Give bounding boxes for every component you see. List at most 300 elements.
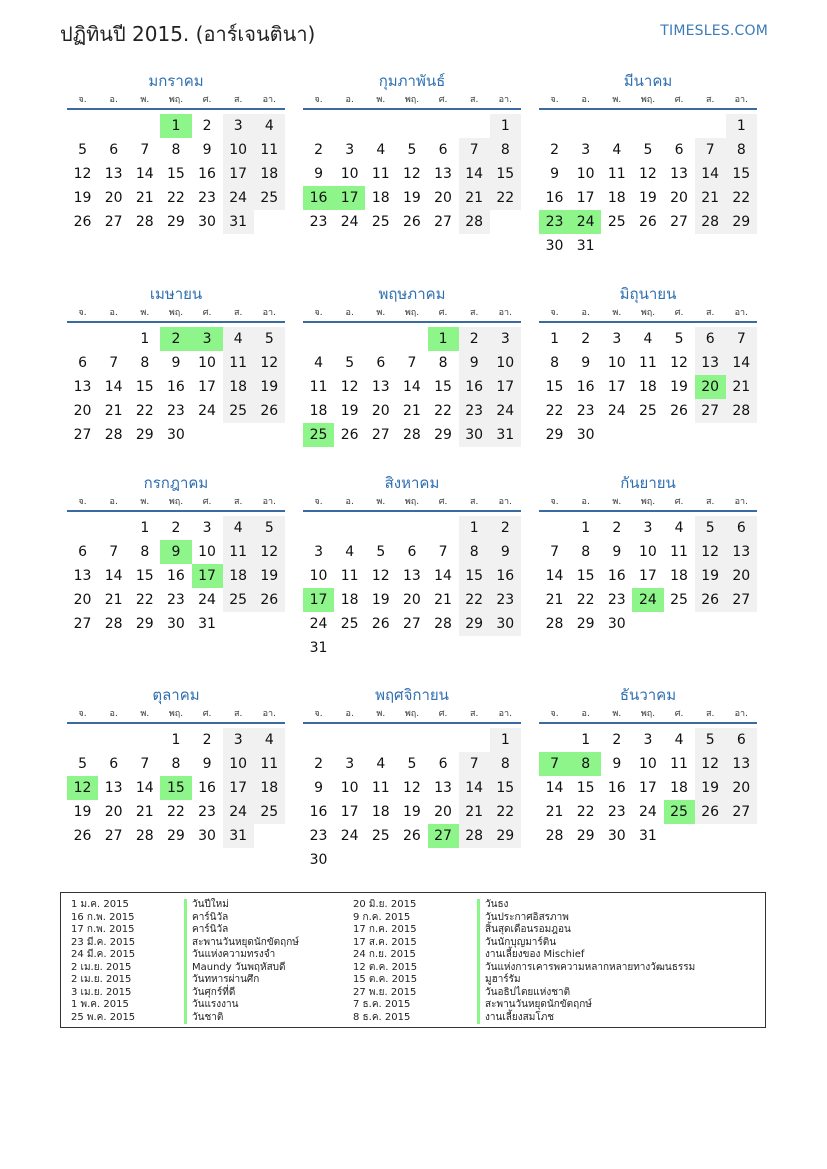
day-cell: 7: [438, 544, 448, 560]
day-cell: 19: [340, 403, 359, 419]
day-cell: 17: [223, 162, 254, 186]
holiday-day-cell: 8: [570, 752, 601, 776]
month-name: ตุลาคม: [152, 686, 200, 704]
day-cell: 5: [407, 142, 417, 158]
day-cell: 23: [490, 588, 521, 612]
day-cell: 25: [639, 403, 657, 419]
empty-cell: [129, 114, 160, 138]
weekday-label: ส.: [706, 497, 715, 507]
weekday-label: พฤ.: [640, 709, 656, 719]
month-name: มีนาคม: [623, 72, 673, 90]
weekday-label: พฤ.: [404, 308, 420, 318]
weekday-label: อา.: [262, 308, 276, 318]
holiday-day-cell: 17: [192, 564, 223, 588]
legend-holiday-name: สิ้นสุดเดือนรอมฎอน: [477, 924, 695, 937]
weekday-label: ศ.: [202, 709, 212, 719]
empty-cell: [98, 114, 129, 138]
day-cell: 11: [371, 166, 390, 182]
day-cell: 5: [254, 327, 285, 351]
weekday-label: พ.: [612, 95, 622, 105]
weekday-label: อ.: [109, 497, 118, 507]
weekday-label: ส.: [234, 497, 243, 507]
page-title: ปฏิทินปี 2015. (อาร์เจนตินา): [60, 22, 316, 46]
day-cell: 4: [674, 732, 684, 748]
legend-date: 1 พ.ค. 2015: [71, 999, 129, 1010]
day-cell: 14: [104, 568, 123, 584]
day-cell: 14: [434, 568, 452, 584]
weekday-label: พฤ.: [640, 95, 656, 105]
weekday-label: พฤ.: [168, 308, 184, 318]
legend-holiday-name: คาร์นิวัล: [184, 924, 299, 937]
weekday-label: พ.: [612, 308, 622, 318]
day-cell: 30: [309, 852, 328, 868]
day-cell: 1: [140, 331, 150, 347]
weekday-header: [67, 92, 285, 110]
empty-cell: [67, 516, 98, 540]
day-cell: 31: [639, 828, 657, 844]
day-cell: 6: [109, 142, 119, 158]
weekday-label: พ.: [612, 709, 622, 719]
holiday-day-cell: 17: [303, 588, 334, 612]
day-cell: 10: [490, 351, 521, 375]
month-name: กรกฎาคม: [143, 474, 209, 492]
day-cell: 23: [167, 403, 185, 419]
weekday-label: จ.: [314, 497, 323, 507]
weekday-label: พ.: [376, 308, 386, 318]
day-cell: 30: [490, 612, 521, 636]
day-cell: 28: [726, 399, 757, 423]
empty-cell: [334, 114, 365, 138]
day-cell: 2: [202, 118, 212, 134]
day-cell: 21: [695, 186, 726, 210]
empty-cell: [664, 114, 695, 138]
day-grid: [539, 516, 757, 636]
day-cell: 4: [254, 114, 285, 138]
weekday-header: [67, 305, 285, 323]
empty-cell: [67, 728, 98, 752]
weekday-label: ส.: [470, 497, 479, 507]
weekday-label: อา.: [498, 95, 512, 105]
day-cell: 4: [674, 520, 684, 536]
day-cell: 24: [198, 403, 216, 419]
month-name: สิงหาคม: [384, 474, 440, 492]
day-cell: 20: [670, 190, 688, 206]
day-cell: 3: [202, 520, 212, 536]
day-grid: [67, 728, 285, 848]
day-cell: 4: [223, 327, 254, 351]
day-cell: 5: [345, 355, 355, 371]
weekday-label: ส.: [706, 709, 715, 719]
day-cell: 18: [340, 592, 359, 608]
day-cell: 6: [695, 327, 726, 351]
day-grid: [539, 327, 757, 447]
weekday-label: จ.: [314, 709, 323, 719]
day-cell: 19: [695, 776, 726, 800]
holiday-day-cell: 15: [160, 776, 191, 800]
day-cell: 10: [198, 355, 216, 371]
day-cell: 8: [140, 355, 150, 371]
weekday-label: อ.: [581, 497, 590, 507]
day-cell: 25: [223, 588, 254, 612]
empty-cell: [98, 728, 129, 752]
day-cell: 31: [309, 640, 328, 656]
day-cell: 23: [309, 828, 328, 844]
day-cell: 5: [376, 544, 386, 560]
day-cell: 20: [726, 564, 757, 588]
day-cell: 10: [639, 544, 657, 560]
day-cell: 29: [167, 214, 185, 230]
legend-date: 17 ก.ค. 2015: [353, 924, 417, 935]
month-block: [67, 472, 285, 636]
day-cell: 16: [167, 568, 185, 584]
weekday-label: อา.: [498, 709, 512, 719]
weekday-label: อา.: [262, 497, 276, 507]
day-cell: 24: [340, 828, 359, 844]
weekday-label: ส.: [470, 308, 479, 318]
legend-date: 27 พ.ย. 2015: [353, 986, 417, 998]
day-cell: 22: [576, 804, 595, 820]
day-cell: 20: [403, 592, 421, 608]
day-cell: 24: [490, 399, 521, 423]
day-cell: 31: [490, 423, 521, 447]
day-cell: 8: [171, 142, 181, 158]
weekday-label: พฤ.: [404, 95, 420, 105]
legend-date: 24 ก.ย. 2015: [353, 949, 416, 960]
empty-cell: [428, 114, 459, 138]
legend-date: 23 มี.ค. 2015: [71, 936, 136, 948]
day-cell: 12: [403, 780, 421, 796]
empty-cell: [334, 516, 365, 540]
day-cell: 22: [459, 588, 490, 612]
weekday-label: ส.: [234, 709, 243, 719]
legend-date: 20 มิ.ย. 2015: [353, 899, 417, 910]
weekday-label: อา.: [734, 95, 748, 105]
day-cell: 26: [670, 403, 688, 419]
empty-cell: [396, 327, 427, 351]
weekday-header: [539, 494, 757, 512]
day-cell: 12: [73, 166, 92, 182]
month-block: [539, 472, 757, 636]
day-cell: 11: [223, 540, 254, 564]
weekday-header: [539, 92, 757, 110]
month-block: [539, 283, 757, 447]
day-grid: [539, 114, 757, 258]
day-cell: 18: [254, 776, 285, 800]
day-cell: 27: [726, 800, 757, 824]
day-cell: 11: [670, 544, 688, 560]
legend-date: 1 ม.ค. 2015: [71, 899, 129, 910]
day-cell: 4: [376, 142, 386, 158]
day-grid: [303, 516, 521, 660]
day-cell: 30: [607, 616, 626, 632]
day-cell: 19: [371, 592, 390, 608]
empty-cell: [695, 114, 726, 138]
day-cell: 20: [726, 776, 757, 800]
day-cell: 12: [254, 351, 285, 375]
day-cell: 15: [726, 162, 757, 186]
legend-left-dates: [71, 899, 135, 1024]
day-cell: 19: [670, 379, 688, 395]
day-cell: 20: [104, 804, 123, 820]
empty-cell: [570, 114, 601, 138]
day-cell: 28: [135, 828, 154, 844]
day-cell: 2: [314, 756, 324, 772]
empty-cell: [303, 516, 334, 540]
holiday-day-cell: 24: [632, 588, 663, 612]
day-cell: 26: [73, 214, 92, 230]
day-cell: 28: [545, 616, 564, 632]
day-cell: 15: [459, 564, 490, 588]
day-cell: 28: [104, 616, 123, 632]
day-cell: 15: [434, 379, 452, 395]
day-cell: 9: [459, 351, 490, 375]
day-cell: 21: [545, 804, 564, 820]
brand-link[interactable]: TIMESLES.COM: [660, 23, 768, 39]
month-block: [67, 70, 285, 234]
day-cell: 18: [223, 375, 254, 399]
legend-date: 8 ธ.ค. 2015: [353, 1011, 411, 1023]
day-cell: 9: [612, 544, 622, 560]
legend-holiday-name: วันธง: [477, 899, 695, 912]
month-block: [303, 283, 521, 447]
day-cell: 3: [314, 544, 324, 560]
day-cell: 18: [607, 190, 626, 206]
weekday-label: อา.: [734, 308, 748, 318]
empty-cell: [539, 516, 570, 540]
day-cell: 31: [223, 210, 254, 234]
day-cell: 24: [639, 804, 657, 820]
weekday-label: อ.: [345, 308, 354, 318]
day-cell: 20: [434, 804, 452, 820]
month-name: พฤษภาคม: [378, 285, 446, 303]
day-cell: 10: [576, 166, 595, 182]
day-grid: [303, 327, 521, 447]
day-cell: 12: [670, 355, 688, 371]
day-cell: 30: [607, 828, 626, 844]
day-cell: 21: [726, 375, 757, 399]
legend-right-names: [477, 899, 695, 1024]
day-cell: 9: [581, 355, 591, 371]
day-cell: 16: [545, 190, 564, 206]
weekday-label: อ.: [581, 709, 590, 719]
empty-cell: [365, 516, 396, 540]
month-name: พฤศจิกายน: [375, 686, 449, 704]
day-grid: [539, 728, 757, 848]
day-cell: 2: [202, 732, 212, 748]
weekday-label: อ.: [109, 308, 118, 318]
day-cell: 6: [726, 516, 757, 540]
day-cell: 9: [202, 756, 212, 772]
day-cell: 23: [198, 804, 216, 820]
day-cell: 25: [371, 214, 390, 230]
weekday-label: พฤ.: [404, 497, 420, 507]
day-cell: 14: [695, 162, 726, 186]
day-cell: 9: [612, 756, 622, 772]
day-cell: 24: [309, 616, 328, 632]
weekday-label: พฤ.: [404, 709, 420, 719]
weekday-label: อา.: [262, 95, 276, 105]
day-cell: 17: [607, 379, 626, 395]
day-cell: 29: [726, 210, 757, 234]
legend-holiday-name: Maundy วันพฤหัสบดี: [184, 962, 299, 975]
day-cell: 22: [576, 592, 595, 608]
day-cell: 14: [104, 379, 123, 395]
day-cell: 1: [490, 114, 521, 138]
day-cell: 19: [639, 190, 657, 206]
day-cell: 11: [639, 355, 657, 371]
day-cell: 14: [459, 162, 490, 186]
legend-holiday-name: สะพานวันหยุดนักขัตฤกษ์: [477, 999, 695, 1012]
day-cell: 24: [607, 403, 626, 419]
day-cell: 13: [726, 540, 757, 564]
day-cell: 30: [198, 828, 216, 844]
day-cell: 6: [674, 142, 684, 158]
day-cell: 1: [581, 732, 591, 748]
day-cell: 27: [104, 214, 123, 230]
day-cell: 7: [140, 756, 150, 772]
day-cell: 11: [309, 379, 328, 395]
month-block: [67, 684, 285, 848]
weekday-label: พฤ.: [168, 95, 184, 105]
day-cell: 3: [490, 327, 521, 351]
legend-holiday-name: งานเลี้ยงสมโภช: [477, 1012, 695, 1025]
day-cell: 12: [695, 540, 726, 564]
month-block: [303, 70, 521, 234]
day-cell: 4: [643, 331, 653, 347]
day-cell: 22: [434, 403, 452, 419]
day-cell: 9: [314, 780, 324, 796]
day-cell: 16: [309, 804, 328, 820]
day-cell: 21: [459, 800, 490, 824]
month-name: ธันวาคม: [619, 686, 677, 704]
day-cell: 29: [434, 427, 452, 443]
empty-cell: [303, 728, 334, 752]
weekday-label: ศ.: [202, 308, 212, 318]
day-cell: 1: [171, 732, 181, 748]
weekday-header: [67, 706, 285, 724]
empty-cell: [303, 114, 334, 138]
day-cell: 7: [109, 544, 119, 560]
day-cell: 13: [104, 166, 123, 182]
weekday-label: จ.: [550, 497, 559, 507]
weekday-header: [303, 305, 521, 323]
empty-cell: [365, 114, 396, 138]
day-cell: 8: [550, 355, 560, 371]
empty-cell: [396, 728, 427, 752]
day-cell: 5: [78, 142, 88, 158]
legend-holiday-name: วันศุกร์ที่ดี: [184, 987, 299, 1000]
day-cell: 6: [78, 355, 88, 371]
holiday-day-cell: 17: [334, 186, 365, 210]
day-cell: 27: [104, 828, 123, 844]
day-cell: 31: [576, 238, 595, 254]
day-cell: 31: [198, 616, 216, 632]
day-cell: 17: [639, 780, 657, 796]
day-cell: 23: [459, 399, 490, 423]
day-cell: 8: [726, 138, 757, 162]
month-block: [539, 70, 757, 258]
month-name: มิถุนายน: [619, 285, 677, 303]
legend-holiday-name: วันชาติ: [184, 1012, 299, 1025]
day-cell: 29: [135, 427, 154, 443]
month-block: [303, 684, 521, 872]
day-grid: [67, 114, 285, 234]
day-cell: 23: [576, 403, 595, 419]
day-cell: 25: [607, 214, 626, 230]
holiday-day-cell: 12: [67, 776, 98, 800]
weekday-label: อ.: [581, 308, 590, 318]
day-cell: 16: [576, 379, 595, 395]
day-cell: 13: [371, 379, 390, 395]
day-cell: 20: [73, 403, 92, 419]
day-cell: 14: [726, 351, 757, 375]
day-cell: 7: [695, 138, 726, 162]
month-name: กันยายน: [620, 474, 676, 492]
weekday-label: พ.: [140, 308, 150, 318]
day-cell: 10: [223, 138, 254, 162]
weekday-label: พ.: [376, 497, 386, 507]
day-cell: 14: [135, 166, 154, 182]
day-cell: 12: [639, 166, 657, 182]
day-cell: 22: [490, 186, 521, 210]
day-cell: 3: [612, 331, 622, 347]
day-cell: 28: [545, 828, 564, 844]
legend-date: 3 เม.ย. 2015: [71, 986, 132, 998]
day-cell: 5: [407, 756, 417, 772]
weekday-label: ศ.: [202, 497, 212, 507]
legend-date: 2 เม.ย. 2015: [71, 974, 132, 985]
day-cell: 6: [726, 728, 757, 752]
weekday-label: พ.: [140, 95, 150, 105]
weekday-label: จ.: [78, 308, 87, 318]
day-cell: 11: [670, 756, 688, 772]
day-cell: 30: [459, 423, 490, 447]
day-cell: 16: [198, 780, 216, 796]
holiday-legend: [60, 892, 766, 1028]
day-cell: 26: [403, 828, 421, 844]
day-cell: 13: [434, 166, 452, 182]
day-cell: 6: [109, 756, 119, 772]
day-cell: 29: [135, 616, 154, 632]
legend-holiday-name: วันนักบุญมาร์ติน: [477, 937, 695, 950]
weekday-label: อ.: [581, 95, 590, 105]
day-cell: 22: [135, 592, 154, 608]
day-cell: 27: [403, 616, 421, 632]
day-cell: 16: [167, 379, 185, 395]
legend-holiday-name: มูฮาร์รัม: [477, 974, 695, 987]
day-cell: 16: [459, 375, 490, 399]
weekday-label: ศ.: [674, 497, 684, 507]
day-cell: 22: [545, 403, 564, 419]
day-cell: 14: [459, 776, 490, 800]
day-cell: 15: [490, 776, 521, 800]
weekday-label: ศ.: [438, 709, 448, 719]
day-cell: 6: [407, 544, 417, 560]
day-cell: 9: [202, 142, 212, 158]
holiday-day-cell: 24: [570, 210, 601, 234]
day-cell: 2: [459, 327, 490, 351]
day-cell: 13: [73, 379, 92, 395]
day-cell: 14: [545, 780, 564, 796]
day-cell: 7: [140, 142, 150, 158]
day-cell: 29: [576, 616, 595, 632]
day-cell: 10: [309, 568, 328, 584]
empty-cell: [428, 728, 459, 752]
day-cell: 17: [576, 190, 595, 206]
weekday-label: ศ.: [674, 95, 684, 105]
day-cell: 11: [254, 752, 285, 776]
day-cell: 8: [490, 138, 521, 162]
